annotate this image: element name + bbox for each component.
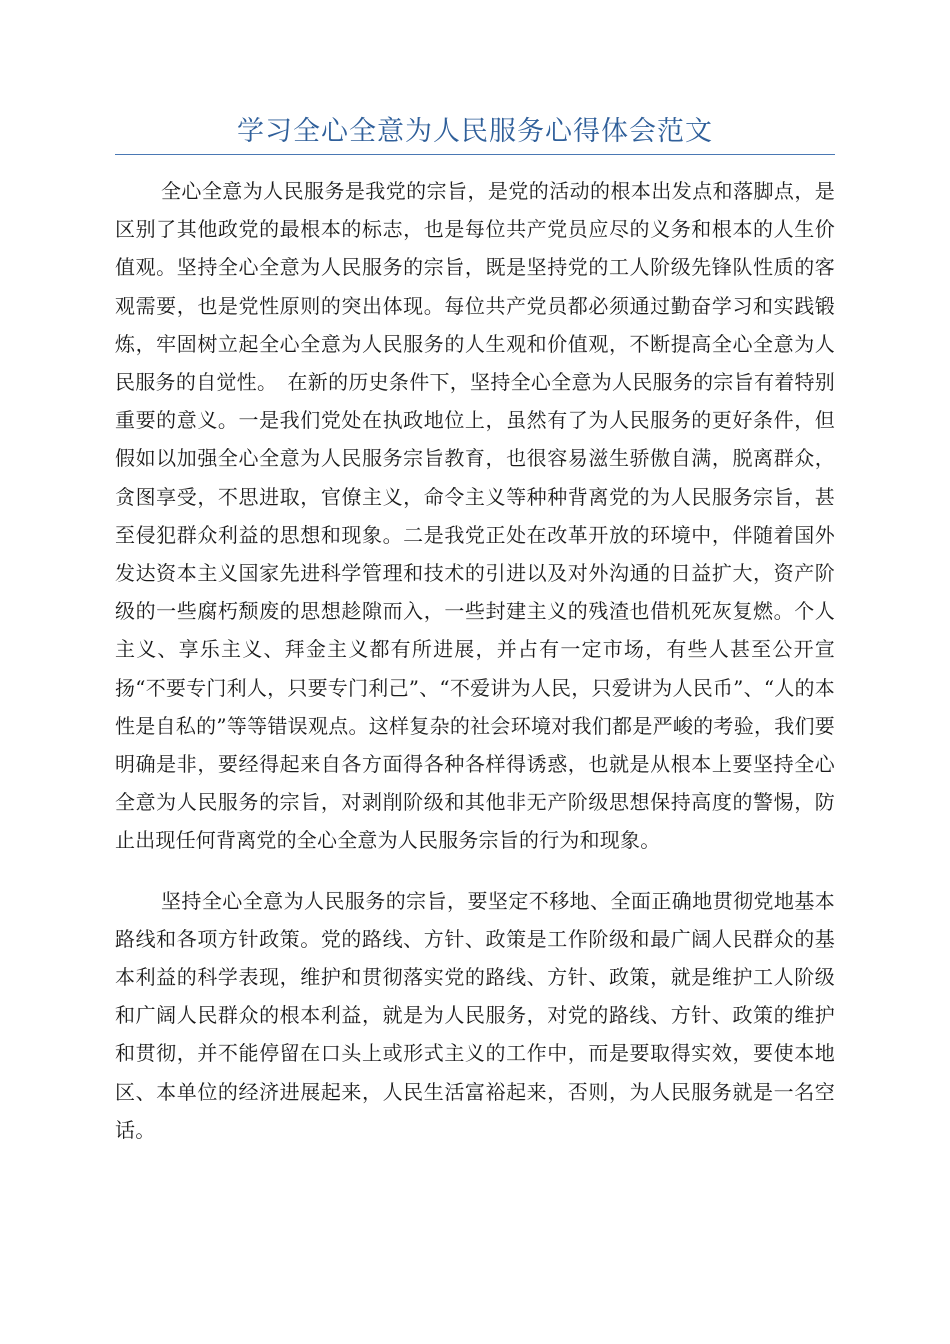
paragraph-2: 坚持全心全意为人民服务的宗旨，要坚定不移地、全面正确地贯彻党地基本路线和各项方针政策。党的路线、方针、政策是工作阶级和最广阔人民群众的基本利益的科学表现，维护和贯彻落实党的路线、方针、政策，就是维护工人阶级和广阔人民群众的根本利益，就是为人民服务，对党的路线、方针、政策的维护和贯彻，并不能停留在口头上或形式主义的工作中，而是要取得实效，要使本地区、本单位的经济进展起来，人民生活富裕起来，否则，为人民服务就是一名空话。 — [115, 888, 835, 1142]
document-body — [115, 172, 835, 1149]
document-title: 学习全心全意为人民服务心得体会范文 — [237, 116, 713, 147]
title-underline — [115, 154, 835, 155]
paragraph-1: 全心全意为人民服务是我党的宗旨，是党的活动的根本出发点和落脚点，是区别了其他政党的最根本的标志，也是每位共产党员应尽的义务和根本的人生价值观。坚持全心全意为人民服务的宗旨，既是坚持党的工人阶级先锋队性质的客观需要，也是党性原则的突出体现。每位共产党员都必须通过勤奋学习和实践锻炼，牢固树立起全心全意为人民服务的人生观和价值观，不断提高全心全意为人民服务的自觉性。 在新的历史条件下，坚持全心全意为人民服务的宗旨有着特别重要的意义。一是我们党处在执政地位上，虽然有了为人民服务的更好条件，但假如以加强全心全意为人民服务宗旨教育，也很容易滋生骄傲自满，脱离群众，贪图享受，不思进取，官僚主义，命令主义等种种背离党的为人民服务宗旨，甚至侵犯群众利益的思想和现象。二是我党正处在改革开放的环境中，伴随着国外发达资本主义国家先进科学管理和技术的引进以及对外沟通的日益扩大，资产阶级的一些腐朽颓废的思想趁隙而入，一些封建主义的残渣也借机死灰复燃。个人主义、享乐主义、拜金主义都有所进展，并占有一定市场，有些人甚至公开宣扬“不要专门利人，只要专门利己”、“不爱讲为人民，只爱讲为人民币”、“人的本性是自私的”等等错误观点。这样复杂的社会环境对我们都是严峻的考验，我们要明确是非，要经得起来自各方面得各种各样得诱惑，也就是从根本上要坚持全心全意为人民服务的宗旨，对剥削阶级和其他非无产阶级思想保持高度的警惕，防止出现任何背离党的全心全意为人民服务宗旨的行为和现象。 — [115, 179, 835, 853]
